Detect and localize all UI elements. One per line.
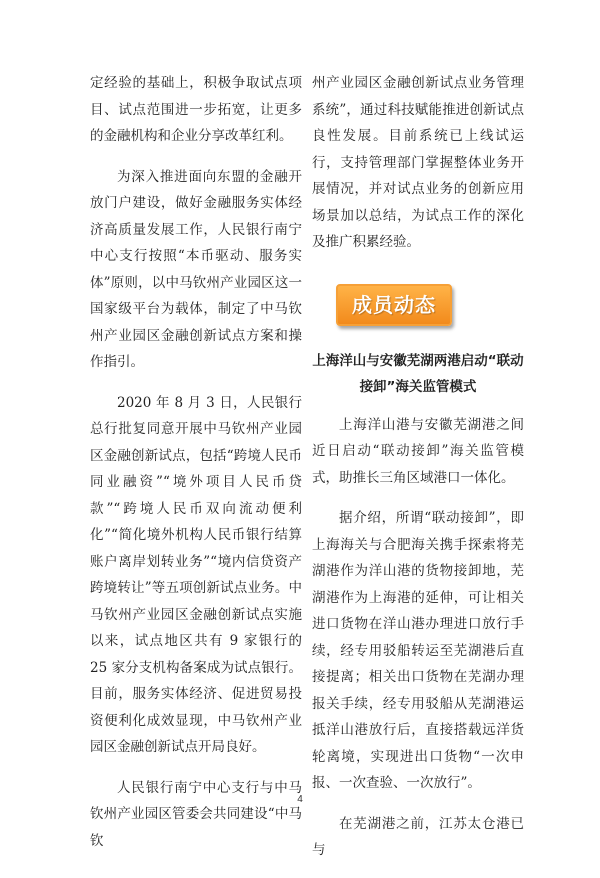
page-number: 4: [297, 794, 303, 805]
paragraph: 人民银行南宁中心支行与中马钦州产业园区管委会共同建设“中马钦: [90, 779, 302, 849]
paragraph: 州产业园区金融创新试点业务管理系统”，通过科技赋能推进创新试点良性发展。目前系统已上线试运行，支持管理部门掌握整体业务开展情况，并对试点业务的创新应用场景加以总结，为试点工作的深化及推广积累经验。: [312, 75, 524, 250]
left-column: [90, 70, 302, 868]
right-column: [312, 70, 524, 878]
paragraph: 定经验的基础上，积极争取试点项目、试点范围进一步拓宽，让更多的金融机构和企业分享改革红利。: [90, 75, 302, 144]
paragraph: 在芜湖港之前，江苏太仓港已与: [312, 815, 524, 858]
section-label-member-news: 成员动态: [336, 284, 452, 326]
paragraph: 2020 年 8 月 3 日，人民银行总行批复同意开展中马钦州产业园区金融创新试点，包括“跨境人民币同业融资”“境外项目人民币贷款”“跨境人民币双向流动便利化”“简化境外机构人民币银行结算账户离岸划转业务”“境内信贷资产跨境转让”等五项创新试点业务。中马钦州产业园区金融创新试点实施以来，试点地区共有 9 家银行的 25 家分支机构备案成为试点银行。目前，服务实体经济、促进贸易投资便利化成效显现，中马钦州产业园区金融创新试点开局良好。: [90, 394, 302, 755]
paragraph: 上海洋山港与安徽芜湖港之间近日启动“联动接卸”海关监管模式，助推长三角区域港口一体化。: [312, 416, 524, 486]
paragraph: 据介绍，所谓“联动接卸”，即上海海关与合肥海关携手探索将芜湖港作为洋山港的货物接卸地，芜湖港作为上海港的延伸，可让相关进口货物在洋山港办理进口放行手续，经专用驳船转运至芜湖港后直接提离；相关出口货物在芜湖办理报关手续，经专用驳船从芜湖港运抵洋山港放行后，直接搭载远洋货轮离境，实现进出口货物“一次申报、一次查验、一次放行”。: [312, 510, 524, 791]
article-title: 上海洋山与安徽芜湖两港启动“联动接卸”海关监管模式: [312, 352, 524, 395]
paragraph: 为深入推进面向东盟的金融开放门户建设，做好金融服务实体经济高质量发展工作，人民银行南宁中心支行按照“本币驱动、服务实体”原则，以中马钦州产业园区这一国家级平台为载体，制定了中马钦州产业园区金融创新试点方案和操作指引。: [90, 168, 302, 370]
